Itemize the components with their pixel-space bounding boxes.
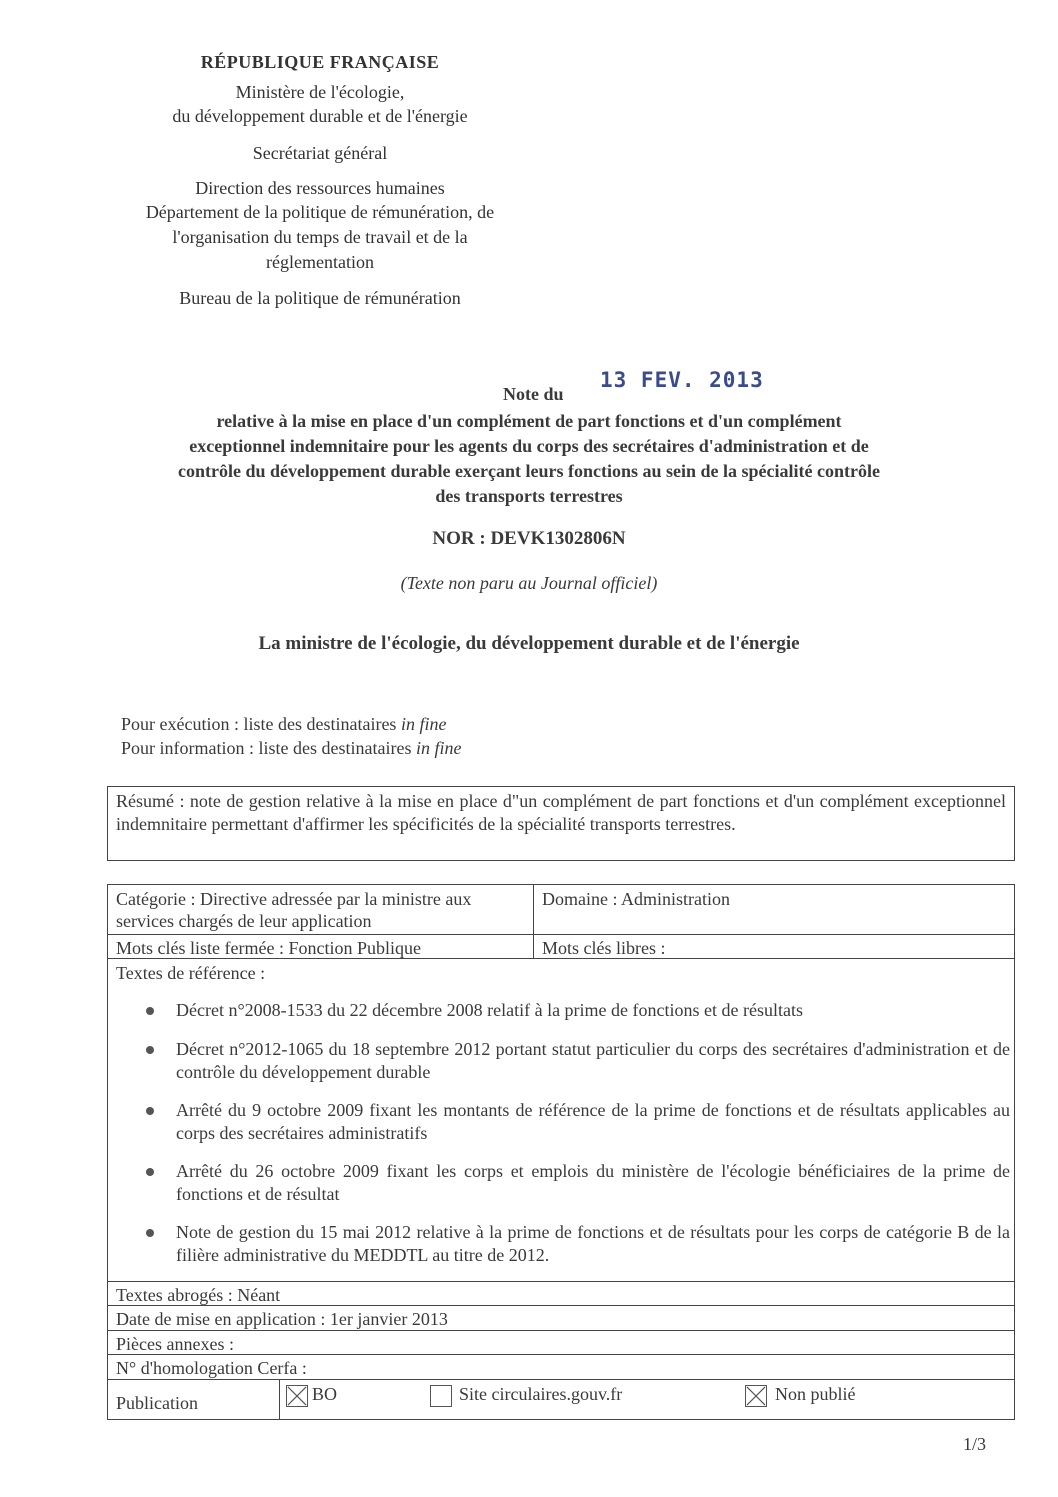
reference-item: Décret n°2012-1065 du 18 septembre 2012 portant statut particulier du corps des secrétaires d'administration et de contrôle du développement durable [176, 1039, 1010, 1082]
title-line-4: des transports terrestres [435, 486, 623, 506]
execution-recipients [121, 714, 446, 735]
direction: Direction des ressources humaines [195, 178, 445, 198]
summary-text: Résumé : note de gestion relative à la mise en place d"un complément de part fonctions et d'un complément exceptionnel indemnitaire permettant d'affirmer les spécificités de la spécialité transports terrestres. [116, 791, 1006, 834]
republic-title: RÉPUBLIQUE FRANÇAISE [200, 52, 440, 72]
title-line-3: contrôle du développement durable exerçant leurs fonctions au sein de la spécialité contrôle [178, 461, 880, 481]
bullet-icon [146, 1229, 154, 1237]
bullet-icon [146, 1046, 154, 1054]
reference-item: Note de gestion du 15 mai 2012 relative à la prime de fonctions et de résultats pour les corps de catégorie B de la filière administrative du MEDDTL au titre de 2012. [176, 1222, 1010, 1265]
textes-reference-label: Textes de référence : [116, 963, 266, 983]
secretariat: Secrétariat général [252, 143, 388, 163]
reference-item: Décret n°2008-1533 du 22 décembre 2008 relatif à la prime de fonctions et de résultats [176, 1000, 803, 1020]
site-circulaires-label: Site circulaires.gouv.fr [459, 1384, 623, 1404]
date-application-cell: Date de mise en application : 1er janvier 2013 [116, 1309, 448, 1329]
date-stamp: 13 FEV. 2013 [600, 368, 764, 392]
information-label: Pour information : liste des destinataires [121, 738, 416, 758]
nor-reference: NOR : DEVK1302806N [432, 528, 626, 549]
department-line-1: Département de la politique de rémunération, de [145, 202, 495, 222]
bullet-icon [146, 1107, 154, 1115]
mots-cles-libres-cell: Mots clés libres : [542, 938, 666, 958]
categorie-cell: Catégorie : Directive adressée par la ministre aux services chargés de leur application [116, 889, 472, 931]
summary-box [107, 786, 1015, 861]
ministry-line-2: du développement durable et de l'énergie [172, 106, 468, 126]
bo-checkbox[interactable] [286, 1385, 308, 1407]
department-line-2: l'organisation du temps de travail et de la [172, 227, 468, 247]
bo-label: BO [312, 1384, 338, 1404]
execution-in-fine: in fine [400, 714, 447, 734]
reference-item: Arrêté du 9 octobre 2009 fixant les montants de référence de la prime de fonctions et de résultats applicables au corps des secrétaires administratifs [176, 1100, 1010, 1143]
journal-note: (Texte non paru au Journal officiel) [400, 573, 658, 593]
information-recipients [121, 738, 461, 759]
mots-cles-fermee-cell: Mots clés liste fermée : Fonction Publique [116, 938, 421, 958]
domaine-cell: Domaine : Administration [542, 889, 730, 909]
execution-label: Pour exécution : liste des destinataires [121, 714, 401, 734]
ministry-line-1: Ministère de l'écologie, [235, 82, 405, 102]
bullet-icon [146, 1007, 154, 1015]
publication-label: Publication [116, 1393, 198, 1413]
homologation-cell: N° d'homologation Cerfa : [116, 1358, 307, 1378]
bureau: Bureau de la politique de rémunération [179, 288, 461, 308]
non-publie-checkbox[interactable] [745, 1385, 767, 1407]
title-line-1: relative à la mise en place d'un complément de part fonctions et d'un complément [216, 411, 842, 431]
bullet-icon [146, 1168, 154, 1176]
department-line-3: réglementation [266, 252, 374, 272]
pieces-annexes-cell: Pièces annexes : [116, 1334, 234, 1354]
information-in-fine: in fine [415, 738, 462, 758]
cross-icon [287, 1386, 307, 1406]
cross-icon [746, 1386, 766, 1406]
non-publie-label: Non publié [775, 1384, 856, 1404]
textes-abroges-cell: Textes abrogés : Néant [116, 1285, 281, 1305]
minister-heading: La ministre de l'écologie, du développement durable et de l'énergie [258, 633, 800, 654]
page-number: 1/3 [963, 1434, 987, 1454]
site-circulaires-checkbox[interactable] [430, 1385, 452, 1407]
note-du-label: Note du [503, 384, 564, 404]
title-line-2: exceptionnel indemnitaire pour les agents du corps des secrétaires d'administration et de [189, 436, 869, 456]
reference-item: Arrêté du 26 octobre 2009 fixant les corps et emplois du ministère de l'écologie bénéficiaires de la prime de fonctions et de résultat [176, 1161, 1010, 1204]
